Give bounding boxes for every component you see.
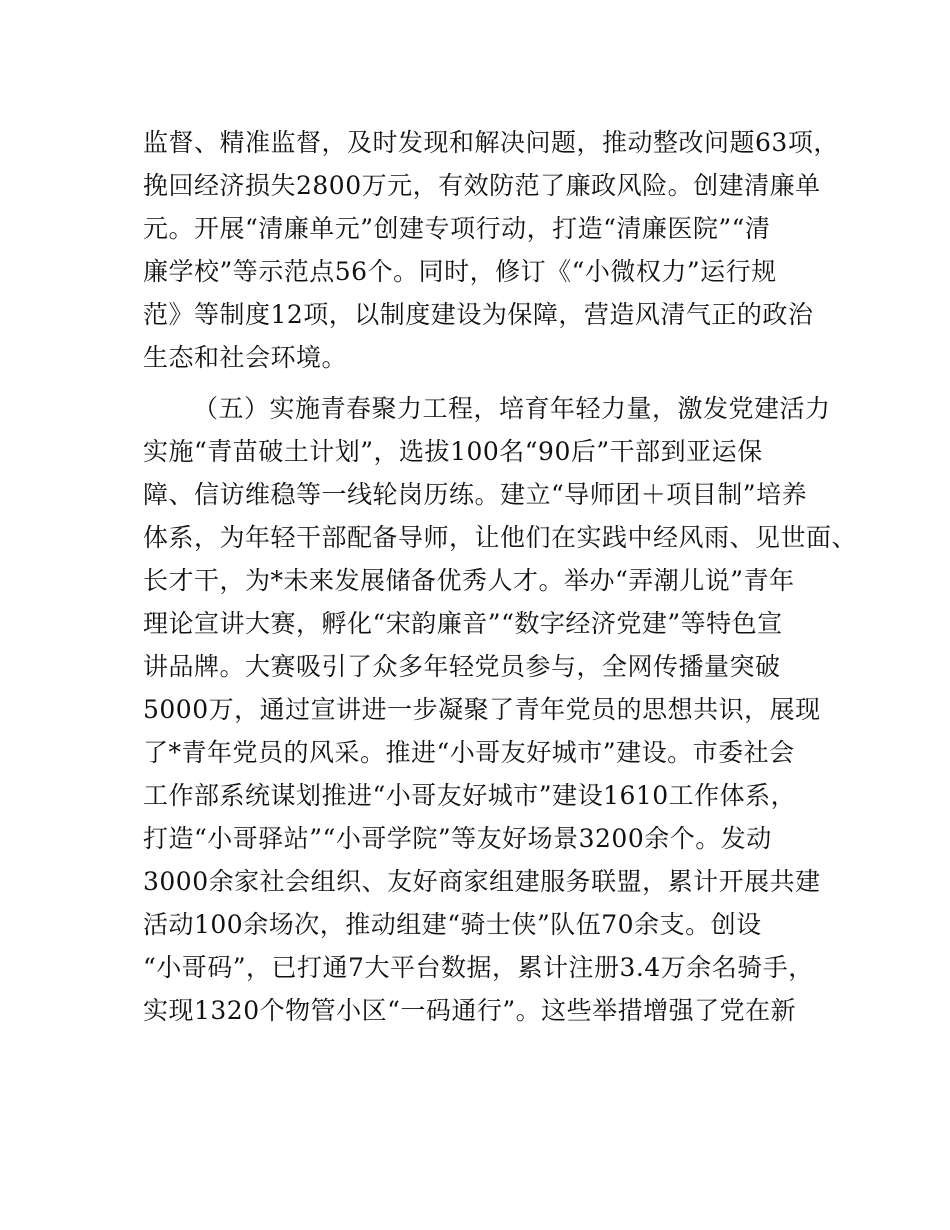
text-line-21: 实现1320个物管小区“一码通行”。这些举措增强了党在新 bbox=[143, 996, 797, 1025]
text-line-10: 体系，为年轻干部配备导师，让他们在实践中经风雨、见世面、 bbox=[143, 523, 858, 552]
text-line-2: 挽回经济损失2800万元，有效防范了廉政风险。创建清廉单 bbox=[143, 171, 821, 200]
text-line-20: “小哥码”，已打通7大平台数据，累计注册3.4万余名骑手， bbox=[143, 953, 814, 982]
text-line-16: 工作部系统谋划推进“小哥友好城市”建设1610工作体系， bbox=[143, 781, 797, 810]
text-line-6: 生态和社会环境。 bbox=[143, 343, 348, 372]
section-heading: （五）实施青春聚力工程，培育年轻力量，激发党建活力 bbox=[193, 394, 831, 423]
text-line-19: 活动100余场次，推动组建“骑士侠”队伍70余支。创设 bbox=[143, 910, 762, 939]
text-line-3: 元。开展“清廉单元”创建专项行动，打造“清廉医院”“清 bbox=[143, 214, 771, 243]
text-line-13: 讲品牌。大赛吸引了众多年轻党员参与，全网传播量突破 bbox=[143, 652, 781, 681]
text-line-17: 打造“小哥驿站”“小哥学院”等友好场景3200余个。发动 bbox=[143, 824, 772, 853]
text-line-9: 障、信访维稳等一线轮岗历练。建立“导师团＋项目制”培养 bbox=[143, 480, 808, 509]
text-line-1: 监督、精准监督，及时发现和解决问题，推动整改问题63项， bbox=[143, 128, 839, 157]
text-line-5: 范》等制度12项，以制度建设为保障，营造风清气正的政治 bbox=[143, 300, 814, 329]
text-line-4: 廉学校”等示范点56个。同时，修订《“小微权力”运行规 bbox=[143, 257, 777, 286]
text-line-11: 长才干，为*未来发展储备优秀人才。举办“弄潮儿说”青年 bbox=[143, 566, 795, 595]
text-line-14: 5000万，通过宣讲进一步凝聚了青年党员的思想共识，展现 bbox=[143, 695, 821, 724]
text-line-8: 实施“青苗破土计划”，选拔100名“90后”干部到亚运保 bbox=[143, 437, 763, 466]
text-line-18: 3000余家社会组织、友好商家组建服务联盟，累计开展共建 bbox=[143, 867, 821, 896]
text-line-12: 理论宣讲大赛，孵化“宋韵廉音”“数字经济党建”等特色宣 bbox=[143, 609, 783, 638]
text-line-15: 了*青年党员的风采。推进“小哥友好城市”建设。市委社会 bbox=[143, 738, 795, 767]
